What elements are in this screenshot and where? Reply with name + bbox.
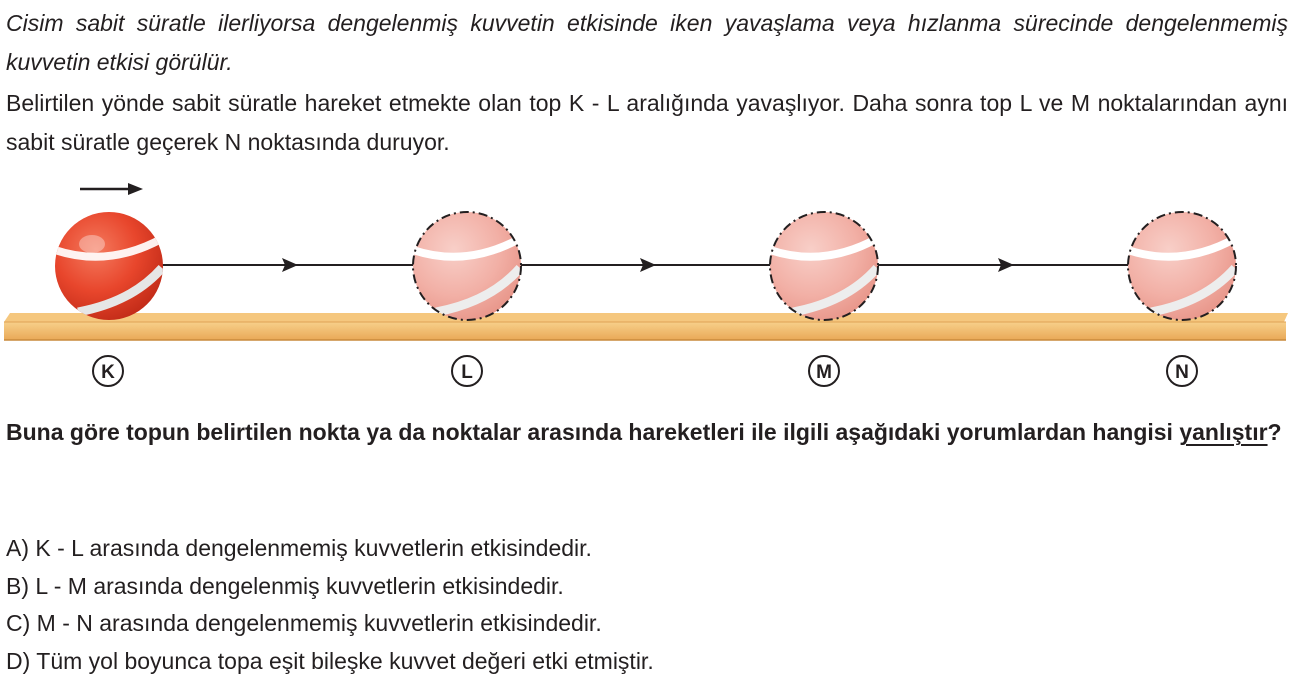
answer-options bbox=[6, 530, 1288, 680]
point-label-l-text: L bbox=[461, 362, 473, 383]
surface-board bbox=[4, 313, 1288, 340]
point-label-n bbox=[1167, 356, 1197, 386]
point-label-k-text: K bbox=[101, 362, 115, 383]
option-a-key: A) bbox=[6, 535, 29, 561]
option-d[interactable] bbox=[6, 643, 1288, 681]
motion-figure bbox=[0, 170, 1294, 400]
direction-arrow bbox=[80, 183, 143, 195]
ball-l bbox=[413, 212, 521, 320]
ball-k bbox=[55, 212, 163, 320]
point-label-l bbox=[452, 356, 482, 386]
option-c-key: C) bbox=[6, 610, 31, 636]
point-label-m-text: M bbox=[816, 362, 832, 383]
question-text bbox=[6, 414, 1288, 450]
intro-text: Cisim sabit süratle ilerliyorsa dengelenmiş kuvvetin etkisinde iken yavaşlama veya hızlanma sürecinde dengelenmemiş kuvvetin etkisi görülür. bbox=[6, 10, 1288, 75]
option-d-key: D) bbox=[6, 647, 31, 674]
problem-description: Belirtilen yönde sabit süratle hareket etmekte olan top K - L aralığında yavaşlıyor. Daha sonra top L ve M noktalarından aynı sabit süratle geçerek N noktasında duruyor. bbox=[6, 90, 1288, 155]
option-b-text: L - M arasında dengelenmiş kuvvetlerin etkisindedir. bbox=[35, 572, 564, 599]
motion-diagram bbox=[0, 170, 1294, 400]
point-label-m bbox=[809, 356, 839, 386]
point-label-n-text: N bbox=[1175, 362, 1189, 383]
question-end: ? bbox=[1267, 419, 1282, 445]
option-a-text: K - L arasında dengelenmemiş kuvvetlerin etkisindedir. bbox=[35, 535, 592, 561]
ball-m bbox=[770, 212, 878, 320]
option-c-text: M - N arasında dengelenmemiş kuvvetlerin etkisindedir. bbox=[36, 610, 602, 636]
option-a[interactable] bbox=[6, 530, 1288, 568]
question-main: Buna göre topun belirtilen nokta ya da noktalar arasında hareketleri ile ilgili aşağıdaki yorumlardan hangisi bbox=[6, 419, 1180, 445]
point-label-k bbox=[93, 356, 123, 386]
option-b[interactable] bbox=[6, 568, 1288, 606]
option-d-text: Tüm yol boyunca topa eşit bileşke kuvvet değeri etki etmiştir. bbox=[36, 647, 654, 674]
question-emphasis: yanlıştır bbox=[1179, 419, 1268, 445]
option-c[interactable] bbox=[6, 605, 1288, 643]
option-b-key: B) bbox=[6, 572, 29, 599]
ball-n bbox=[1128, 212, 1236, 320]
